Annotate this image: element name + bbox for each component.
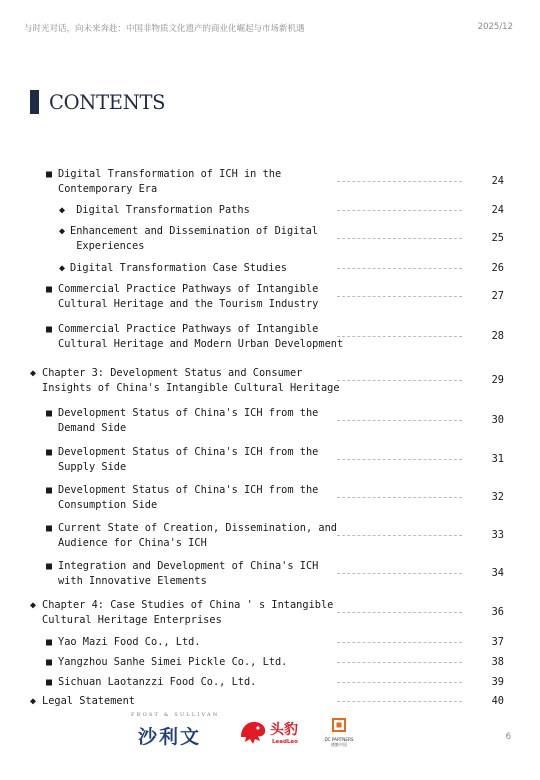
diamond-bullet-icon: ◆ xyxy=(30,696,37,707)
toc-entry-line: Development Status of China's ICH from the xyxy=(58,446,319,458)
dot-leader xyxy=(337,296,462,297)
toc-page-number: 27 xyxy=(491,290,504,302)
toc-page-number: 34 xyxy=(491,567,504,579)
frost-sullivan-wordmark: FROST & SULLIVAN xyxy=(131,712,220,718)
dot-leader xyxy=(337,380,462,381)
toc-entry-line: Demand Side xyxy=(58,422,127,434)
toc-entry-title xyxy=(58,483,318,513)
toc-entry-title xyxy=(42,598,333,628)
dc-partners-wordmark: DC PARTNERS xyxy=(324,737,354,742)
toc-entry-line: Development Status of China's ICH from the xyxy=(58,407,319,419)
toc-entry[interactable] xyxy=(0,445,540,475)
toc-entry-title xyxy=(58,655,287,670)
toc-entry-title xyxy=(58,559,318,589)
dc-partners-icon xyxy=(332,718,346,732)
toc-entry-line: Commercial Practice Pathways of Intangible xyxy=(58,283,319,295)
toc-entry-title xyxy=(58,406,318,436)
page-number: 6 xyxy=(505,732,511,742)
toc-entry-line: Digital Transformation of ICH in the xyxy=(58,168,282,180)
leadleo-logo: 头豹 xyxy=(270,722,298,738)
toc-entry-line: Integration and Development of China's ICH xyxy=(58,560,319,572)
toc-page-number: 29 xyxy=(491,374,504,386)
dc-partners-logo xyxy=(322,717,356,748)
toc-entry[interactable] xyxy=(0,598,540,628)
leadleo-wordmark: LeadLeo xyxy=(272,739,298,745)
toc-entry[interactable] xyxy=(0,559,540,589)
toc-entry-line: Enhancement and Dissemination of Digital xyxy=(70,225,318,237)
toc-entry-title xyxy=(58,675,256,690)
square-bullet-icon: ■ xyxy=(46,447,53,458)
toc-page-number: 30 xyxy=(491,414,504,426)
toc-entry[interactable] xyxy=(0,322,540,352)
toc-page-number: 33 xyxy=(491,529,504,541)
toc-page-number: 26 xyxy=(491,262,504,274)
dot-leader xyxy=(337,420,462,421)
square-bullet-icon: ■ xyxy=(46,324,53,335)
toc-entry[interactable] xyxy=(0,483,540,513)
toc-entry[interactable] xyxy=(0,167,540,197)
toc-entry-line: Digital Transformation Paths xyxy=(70,204,250,216)
dot-leader xyxy=(337,662,462,663)
dot-leader xyxy=(337,238,462,239)
dot-leader xyxy=(337,181,462,182)
dc-partners-cn: 德勤中国 xyxy=(331,742,347,747)
toc-entry-title xyxy=(70,203,250,218)
toc-entry-title xyxy=(58,322,343,352)
square-bullet-icon: ■ xyxy=(46,485,53,496)
square-bullet-icon: ■ xyxy=(46,169,53,180)
toc-page-number: 28 xyxy=(491,330,504,342)
toc-entry-line: Current State of Creation, Dissemination, and xyxy=(58,522,337,534)
header-title: 与时光对话，向未来奔赴：中国非物质文化遗产的商业化崛起与市场新机遇 xyxy=(24,24,305,34)
toc-entry-title xyxy=(58,282,318,312)
leopard-logo-icon xyxy=(238,717,268,747)
toc-entry-line: Insights of China's Intangible Cultural Heritage xyxy=(42,382,340,394)
toc-entry[interactable] xyxy=(0,675,540,690)
contents-title: CONTENTS xyxy=(49,90,166,114)
toc-entry-title xyxy=(70,224,318,254)
toc-entry-line: Cultural Heritage Enterprises xyxy=(42,614,222,626)
toc-entry[interactable] xyxy=(0,635,540,650)
dot-leader xyxy=(337,682,462,683)
toc-entry-line: Experiences xyxy=(70,240,145,252)
toc-entry-title xyxy=(58,167,281,197)
footer-logos xyxy=(0,712,540,772)
toc-page-number: 25 xyxy=(491,232,504,244)
toc-entry-line: with Innovative Elements xyxy=(58,575,207,587)
toc-page-number: 31 xyxy=(491,453,504,465)
toc-entry-title xyxy=(58,521,337,551)
toc-page-number: 24 xyxy=(491,175,504,187)
toc-entry-title xyxy=(58,445,318,475)
toc-page-number: 38 xyxy=(491,656,504,668)
diamond-bullet-icon: ◆ xyxy=(59,226,66,237)
frost-sullivan-logo: 沙利文 xyxy=(138,726,202,748)
toc-entry-line: Supply Side xyxy=(58,461,127,473)
diamond-bullet-icon: ◆ xyxy=(30,600,37,611)
toc-entry-line: Chapter 3: Development Status and Consumer xyxy=(42,367,303,379)
square-bullet-icon: ■ xyxy=(46,677,53,688)
toc-entry-line: Yangzhou Sanhe Simei Pickle Co., Ltd. xyxy=(58,656,288,668)
toc-entry-line: Yao Mazi Food Co., Ltd. xyxy=(58,636,201,648)
toc-entry-line: Audience for China's ICH xyxy=(58,537,207,549)
toc-entry[interactable] xyxy=(0,282,540,312)
square-bullet-icon: ■ xyxy=(46,523,53,534)
header-date: 2025/12 xyxy=(477,22,513,32)
toc-entry-line: Development Status of China's ICH from the xyxy=(58,484,319,496)
toc-entry-line: Digital Transformation Case Studies xyxy=(70,262,287,274)
toc-entry-line: Contemporary Era xyxy=(58,183,158,195)
dot-leader xyxy=(337,336,462,337)
toc-entry-line: Consumption Side xyxy=(58,499,158,511)
heading-accent-bar xyxy=(30,90,39,114)
toc-entry-line: Commercial Practice Pathways of Intangible xyxy=(58,323,319,335)
square-bullet-icon: ■ xyxy=(46,284,53,295)
toc-page-number: 36 xyxy=(491,606,504,618)
toc-entry[interactable] xyxy=(0,224,540,254)
dot-leader xyxy=(337,210,462,211)
toc-entry-line: Chapter 4: Case Studies of China ' s Intangible xyxy=(42,599,334,611)
toc-entry[interactable] xyxy=(0,694,540,709)
toc-entry-line: Legal Statement xyxy=(42,695,135,707)
dot-leader xyxy=(337,268,462,269)
toc-entry[interactable] xyxy=(0,366,540,396)
dot-leader xyxy=(337,459,462,460)
toc-page-number: 39 xyxy=(491,676,504,688)
toc-page-number: 32 xyxy=(491,491,504,503)
toc-entry-title xyxy=(58,635,201,650)
toc-entry[interactable] xyxy=(0,406,540,436)
square-bullet-icon: ■ xyxy=(46,657,53,668)
toc-page-number: 37 xyxy=(491,636,504,648)
dot-leader xyxy=(337,535,462,536)
toc-entry[interactable] xyxy=(0,261,540,276)
toc-entry-title xyxy=(42,366,340,396)
diamond-bullet-icon: ◆ xyxy=(59,263,66,274)
toc-entry-title xyxy=(70,261,287,276)
square-bullet-icon: ■ xyxy=(46,561,53,572)
dot-leader xyxy=(337,612,462,613)
dot-leader xyxy=(337,642,462,643)
toc-entry[interactable] xyxy=(0,521,540,551)
toc-page-number: 40 xyxy=(491,695,504,707)
toc-entry-line: Sichuan Laotanzzi Food Co., Ltd. xyxy=(58,676,257,688)
dot-leader xyxy=(337,497,462,498)
toc-entry[interactable] xyxy=(0,203,540,218)
square-bullet-icon: ■ xyxy=(46,637,53,648)
diamond-bullet-icon: ◆ xyxy=(30,368,37,379)
dot-leader xyxy=(337,573,462,574)
toc-entry-title xyxy=(42,694,135,709)
diamond-bullet-icon: ◆ xyxy=(59,205,66,216)
dot-leader xyxy=(337,701,462,702)
toc-entry-line: Cultural Heritage and the Tourism Industry xyxy=(58,298,319,310)
toc-page-number: 24 xyxy=(491,204,504,216)
toc-entry[interactable] xyxy=(0,655,540,670)
toc-entry-line: Cultural Heritage and Modern Urban Development xyxy=(58,338,344,350)
contents-heading xyxy=(30,90,165,114)
square-bullet-icon: ■ xyxy=(46,408,53,419)
